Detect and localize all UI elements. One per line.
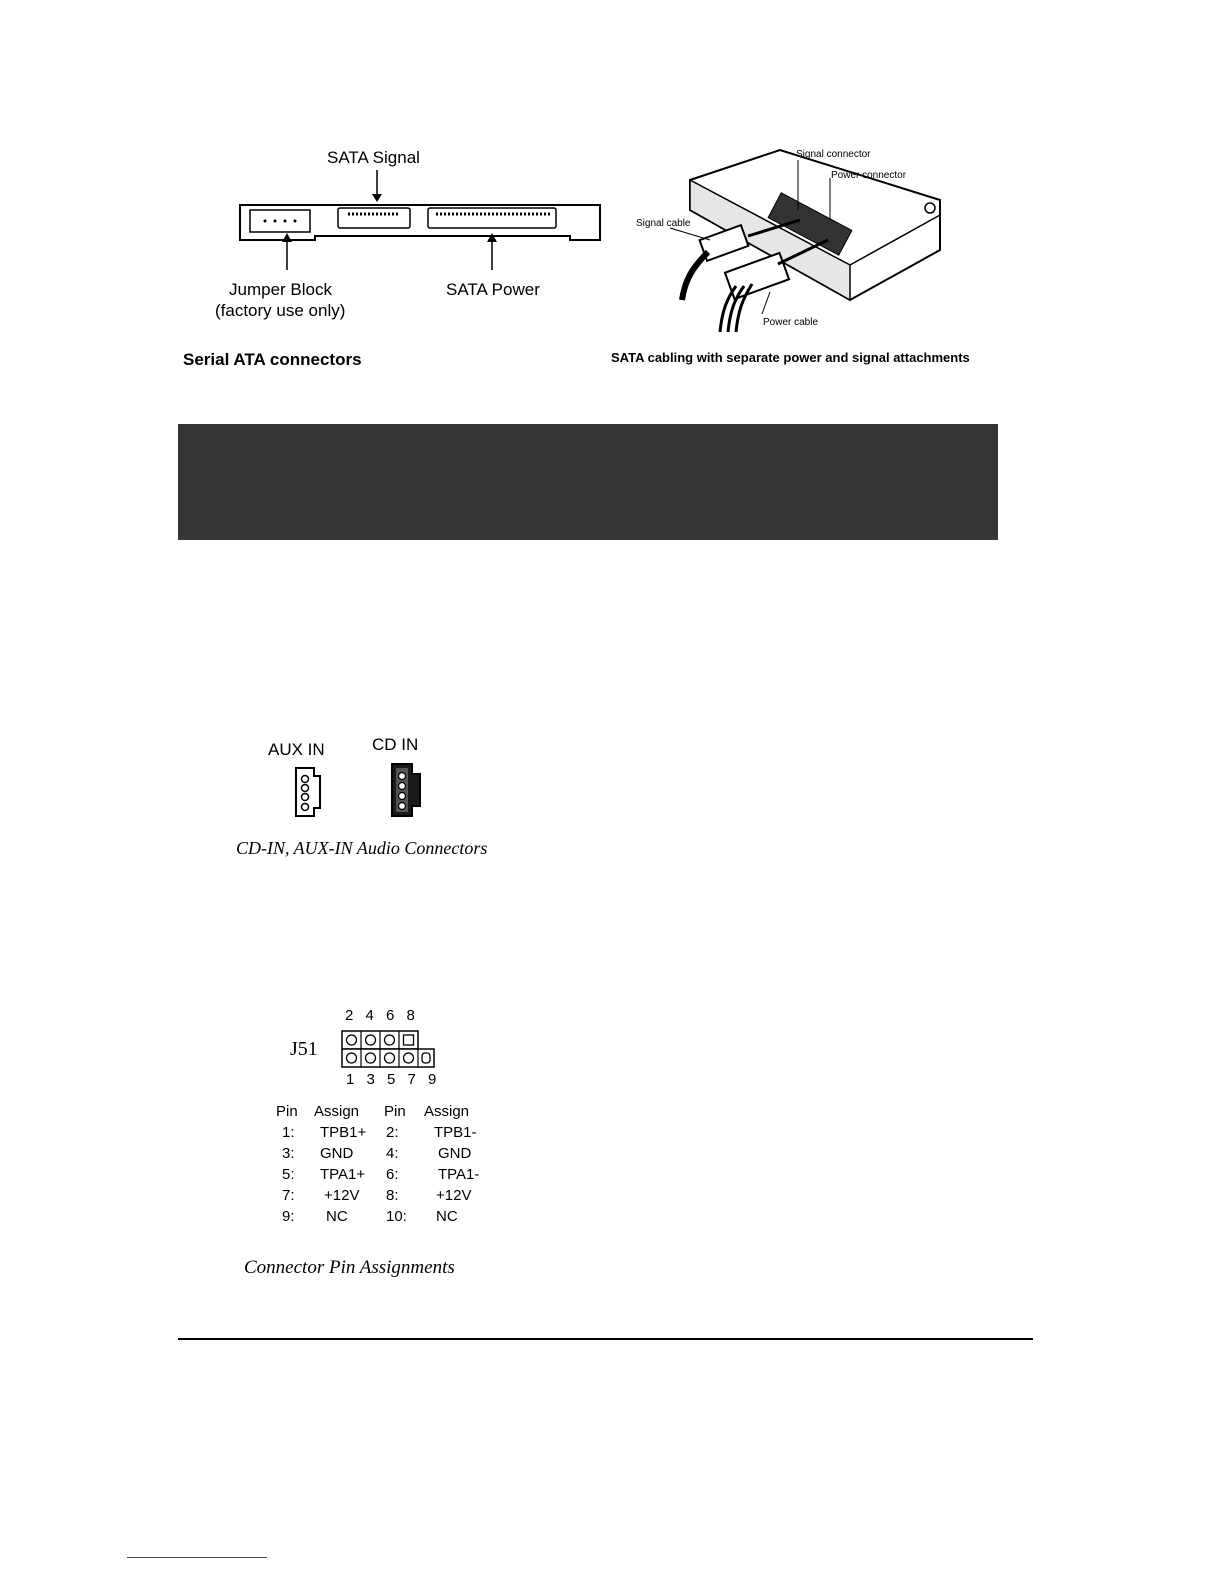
- j51-label: J51: [290, 1038, 318, 1060]
- cd-in-label: CD IN: [372, 735, 419, 754]
- serial-ata-caption: Serial ATA connectors: [183, 350, 362, 369]
- pin-cell: 2:: [386, 1124, 399, 1141]
- assign-cell: TPA1+: [320, 1166, 366, 1183]
- sata-cabling-caption: SATA cabling with separate power and signal attachments: [611, 350, 970, 365]
- pin-cell: 4:: [386, 1145, 399, 1162]
- pin-cell: 3:: [282, 1145, 295, 1162]
- table-row: [276, 1122, 484, 1143]
- pin-cell: 1:: [282, 1124, 295, 1141]
- j51-pin-header: [340, 1028, 440, 1070]
- assign-cell: NC: [326, 1208, 348, 1225]
- signal-cable-label: Signal cable: [636, 218, 691, 229]
- table-row: [276, 1206, 484, 1227]
- column-header: Pin: [276, 1103, 298, 1120]
- pin-cell: 9:: [282, 1208, 295, 1225]
- signal-connector-label: Signal connector: [796, 149, 871, 160]
- column-header: Pin: [384, 1103, 406, 1120]
- audio-connectors-caption: CD-IN, AUX-IN Audio Connectors: [236, 838, 488, 858]
- sata-power-label: SATA Power: [446, 280, 540, 299]
- table-row: [276, 1143, 484, 1164]
- jumper-block-label: Jumper Block: [229, 280, 332, 299]
- footer-divider: [178, 1338, 1033, 1340]
- sata-connector-diagram: [230, 170, 610, 280]
- assign-cell: GND: [320, 1145, 354, 1162]
- power-cable-label: Power cable: [763, 317, 819, 328]
- assign-cell: +12V: [436, 1187, 472, 1204]
- j51-top-pin-numbers: 2 4 6 8: [345, 1007, 419, 1024]
- assign-cell: TPA1-: [438, 1166, 480, 1183]
- pin-cell: 7:: [282, 1187, 295, 1204]
- assign-cell: NC: [436, 1208, 458, 1225]
- column-header: Assign: [314, 1103, 360, 1120]
- aux-in-connector: [292, 764, 326, 820]
- assign-cell: TPB1-: [434, 1124, 477, 1141]
- pin-cell: 5:: [282, 1166, 295, 1183]
- assign-cell: +12V: [324, 1187, 360, 1204]
- table-row: [276, 1185, 484, 1206]
- assign-cell: GND: [438, 1145, 472, 1162]
- table-header-row: [276, 1101, 484, 1122]
- table-row: [276, 1164, 484, 1185]
- pin-cell: 8:: [386, 1187, 399, 1204]
- column-header: Assign: [424, 1103, 470, 1120]
- assign-cell: TPB1+: [320, 1124, 367, 1141]
- cd-in-connector: [388, 760, 424, 820]
- j51-pin-table: [276, 1101, 484, 1227]
- footer-link-underline: [127, 1557, 267, 1558]
- pin-assignments-caption: Connector Pin Assignments: [244, 1257, 455, 1278]
- power-connector-label: Power connector: [831, 170, 907, 181]
- aux-in-label: AUX IN: [268, 740, 325, 759]
- pin-cell: 10:: [386, 1208, 407, 1225]
- section-header-band: [178, 424, 998, 540]
- sata-signal-label: SATA Signal: [327, 148, 420, 167]
- pin-cell: 6:: [386, 1166, 399, 1183]
- jumper-block-note: (factory use only): [215, 301, 346, 320]
- j51-bottom-pin-numbers: 1 3 5 7 9: [346, 1071, 441, 1088]
